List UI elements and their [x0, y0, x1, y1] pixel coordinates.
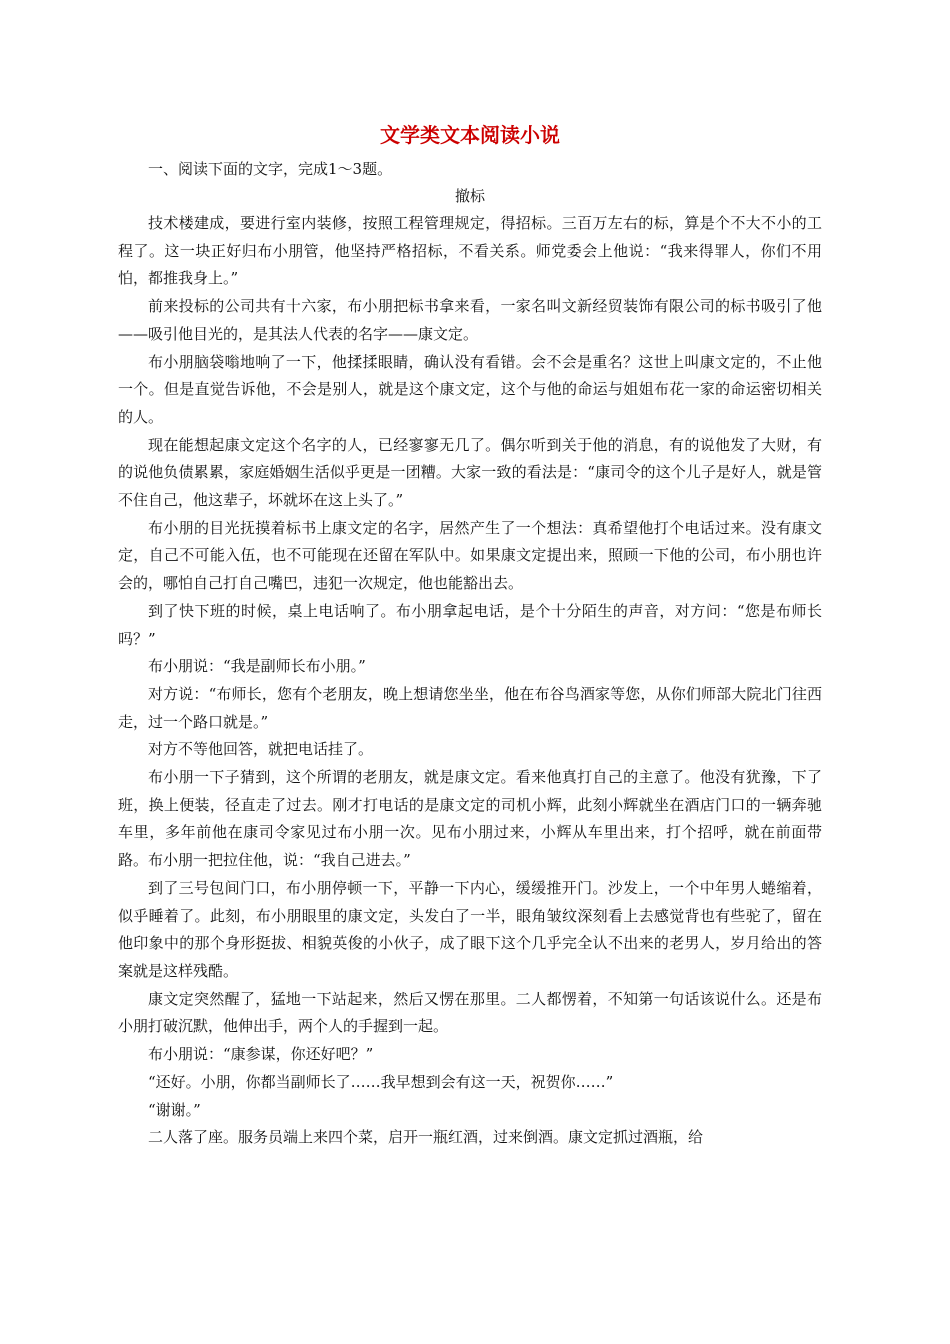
- paragraph: 布小朋的目光抚摸着标书上康文定的名字，居然产生了一个想法：真希望他打个电话过来。没有康文定，自己不可能入伍，也不可能现在还留在军队中。如果康文定提出来，照顾一下他的公司，布小朋也许会的，哪怕自己打自己嘴巴，违犯一次规定，他也能豁出去。: [118, 518, 822, 593]
- paragraph: 到了快下班的时候，桌上电话响了。布小朋拿起电话，是个十分陌生的声音，对方问：“您是布师长吗？”: [118, 601, 822, 648]
- instruction-text: 一、阅读下面的文字，完成1～3题。: [148, 160, 393, 178]
- paragraph: 对方说：“布师长，您有个老朋友，晚上想请您坐坐，他在布谷鸟酒家等您，从你们师部大院北门往西走，过一个路口就是。”: [118, 684, 822, 731]
- paragraph: 布小朋说：“我是副师长布小朋。”: [148, 657, 366, 676]
- paragraph: 到了三号包间门口，布小朋停顿一下，平静一下内心，缓缓推开门。沙发上，一个中年男人蜷缩着，似乎睡着了。此刻，布小朋眼里的康文定，头发白了一半，眼角皱纹深刻看上去感觉背也有些驼了，留在他印象中的那个身形挺拔、相貌英俊的小伙子，成了眼下这个几乎完全认不出来的老男人，岁月给出的答案就是这样残酷。: [118, 878, 822, 980]
- paragraph: “还好。小朋，你都当副师长了……我早想到会有这一天，祝贺你……”: [148, 1072, 614, 1091]
- paragraph: 前来投标的公司共有十六家，布小朋把标书拿来看，一家名叫文新经贸装饰有限公司的标书吸引了他——吸引他目光的，是其法人代表的名字——康文定。: [118, 297, 822, 343]
- paragraph: 对方不等他回答，就把电话挂了。: [148, 740, 374, 759]
- document-title: 文学类文本阅读小说: [380, 123, 560, 147]
- paragraph: 现在能想起康文定这个名字的人，已经寥寥无几了。偶尔听到关于他的消息，有的说他发了大财，有的说他负债累累，家庭婚姻生活似乎更是一团糟。大家一致的看法是：“康司令的这个儿子是好人，就是管不住自己，他这辈子，坏就坏在这上头了。”: [118, 435, 822, 510]
- document-page: [118, 120, 822, 1152]
- story-title: 撤标: [454, 187, 485, 205]
- story-body: [118, 210, 822, 1152]
- paragraph: 布小朋脑袋嗡地响了一下，他揉揉眼睛，确认没有看错。会不会是重名？这世上叫康文定的，不止他一个。但是直觉告诉他，不会是别人，就是这个康文定，这个与他的命运与姐姐布花一家的命运密切相关的人。: [118, 352, 822, 426]
- paragraph: 二人落了座。服务员端上来四个菜，启开一瓶红酒，过来倒酒。康文定抓过酒瓶，给: [148, 1128, 704, 1147]
- paragraph: 布小朋说：“康参谋，你还好吧？”: [148, 1045, 374, 1064]
- paragraph: “谢谢。”: [148, 1100, 201, 1119]
- paragraph: 康文定突然醒了，猛地一下站起来，然后又愣在那里。二人都愣着，不知第一句话该说什么。还是布小朋打破沉默，他伸出手，两个人的手握到一起。: [118, 989, 822, 1036]
- paragraph: 技术楼建成，要进行室内装修，按照工程管理规定，得招标。三百万左右的标，算是个不大不小的工程了。这一块正好归布小朋管，他坚持严格招标，不看关系。师党委会上他说：“我来得罪人，你们不用怕，都推我身上。”: [118, 214, 822, 288]
- paragraph: 布小朋一下子猜到，这个所谓的老朋友，就是康文定。看来他真打自己的主意了。他没有犹豫，下了班，换上便装，径直走了过去。刚才打电话的是康文定的司机小辉，此刻小辉就坐在酒店门口的一辆奔驰车里，多年前他在康司令家见过布小朋一次。见布小朋过来，小辉从车里出来，打个招呼，就在前面带路。布小朋一把拉住他，说：“我自己进去。”: [118, 768, 822, 870]
